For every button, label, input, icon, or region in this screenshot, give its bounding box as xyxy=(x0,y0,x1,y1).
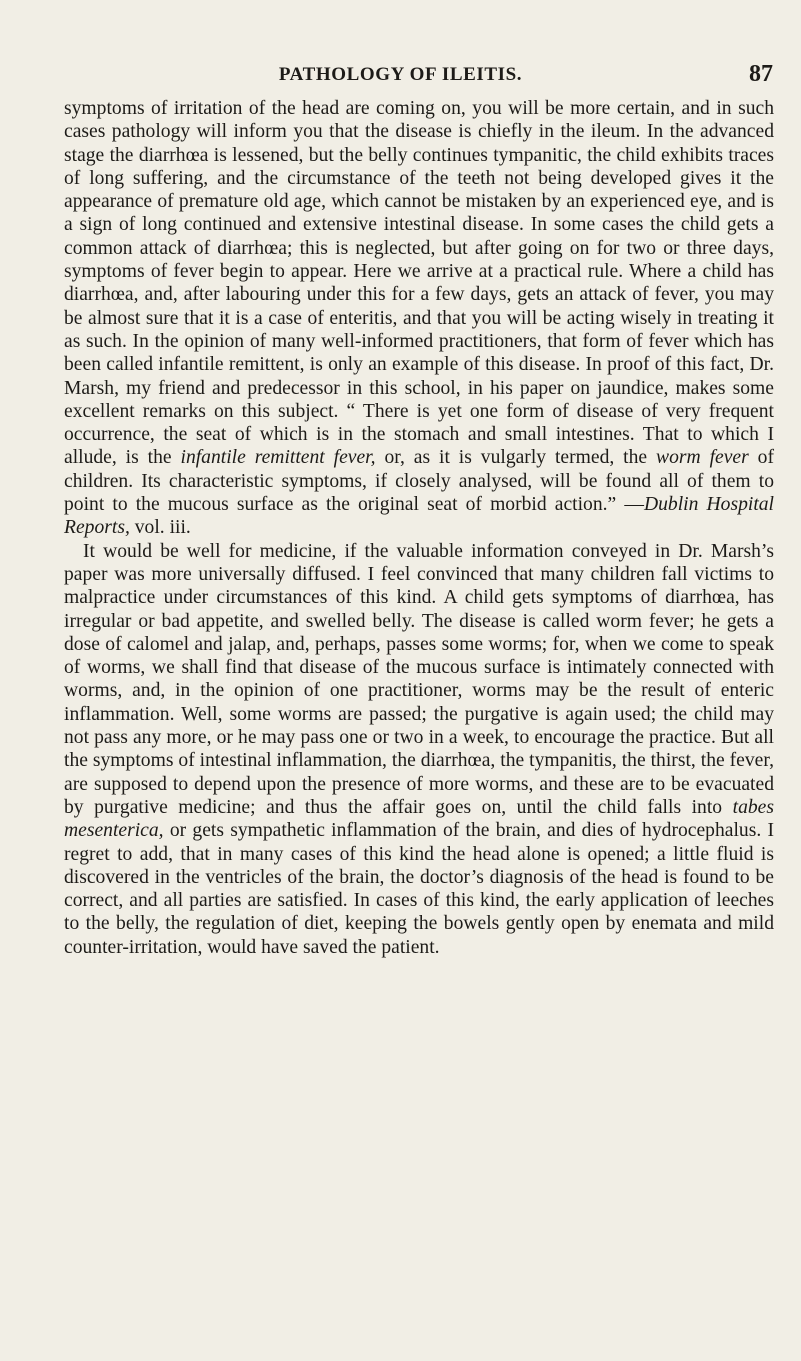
paragraph-2-text-a: It would be well for medicine, if the valuable information conveyed in Dr. Marsh’s paper was more universally diffused. I feel convinced that many children fall victims to malpractice under circumstances of this kind. A child gets symptoms of diarrhœa, has irregular or bad appetite, and swelled belly. The disease is called worm fever; he gets a dose of calomel and jalap, and, perhaps, passes some worms; for, when we come to speak of worms, we shall find that disease of the mucous surface is intimately connected with worms, and, in the opinion of one practitioner, worms may be the result of enteric inflammation. Well, some worms are passed; the purgative is again used; the child may not pass any more, or he may pass one or two in a week, to encourage the practice. But all the symptoms of intestinal inflammation, the diarrhœa, the tympanitis, the thirst, the fever, are supposed to depend upon the presence of more worms, and these are to be evacuated by purgative medicine; and thus the affair goes on, until the child falls into xyxy=(64,540,774,818)
italic-tabes-mesenterica: tabes mesenterica, xyxy=(64,796,774,842)
page-number: 87 xyxy=(749,61,773,87)
paragraph-1-text-c: of children. Its characteristic symptoms, if closely analysed, will be found all of them to point to the mucous surface as the original seat of morbid action.” — xyxy=(64,447,774,516)
paragraph-2 xyxy=(64,540,774,959)
italic-worm-fever: worm fever xyxy=(656,447,749,469)
paragraph-2-text-b: or gets sympathetic inflammation of the brain, and dies of hydrocephalus. I regret to add, that in many cases of this kind the head alone is opened; a little fluid is discovered in the ventricles of the brain, the doctor’s diagnosis of the head is found to be correct, and all parties are satisfied. In cases of this kind, the early application of leeches to the belly, the regulation of diet, keeping the bowels gently open by enemata and mild counter-irritation, would have saved the patient. xyxy=(64,820,774,958)
running-head: PATHOLOGY OF ILEITIS. xyxy=(278,64,523,85)
italic-infantile-remittent-fever: infantile remittent fever, xyxy=(180,447,376,469)
paragraph-1-text-b: or, as it is vulgarly termed, the xyxy=(375,447,657,469)
italic-dublin-hospital-reports: Dublin Hospital Reports, xyxy=(64,494,775,539)
body-text xyxy=(64,97,774,959)
paragraph-1 xyxy=(64,97,774,540)
paragraph-1-text-a: symptoms of irritation of the head are coming on, you will be more certain, and in such cases pathology will inform you that the disease is chiefly in the ileum. In the advanced stage the diarrhœa is lessened, but the belly continues tympanitic, the child exhibits traces of long suffering, and the circumstance of the teeth not being developed gives it the appearance of premature old age, which cannot be mistaken by an experienced eye, and is a sign of long continued and extensive intestinal disease. In some cases the child gets a common attack of diarrhœa; this is neglected, but after going on for two or three days, symptoms of fever begin to appear. Here we arrive at a practical rule. Where a child has diarrhœa, and, after labouring under this for a few days, gets an attack of fever, you may be almost sure that it is a case of enteritis, and that you will be acting wisely in treating it as such. In the opinion of many well-informed practitioners, that form of fever which has been called infantile remittent, is only an example of this disease. In proof of this fact, Dr. Marsh, my friend and predecessor in this school, in his paper on jaundice, makes some excellent remarks on this subject. “ There is yet one form of disease of very frequent occurrence, the seat of which is in the stomach and small intestines. That to which I allude, is the xyxy=(64,98,774,469)
paragraph-1-text-d: vol. iii. xyxy=(129,517,191,539)
page-header xyxy=(0,61,801,90)
